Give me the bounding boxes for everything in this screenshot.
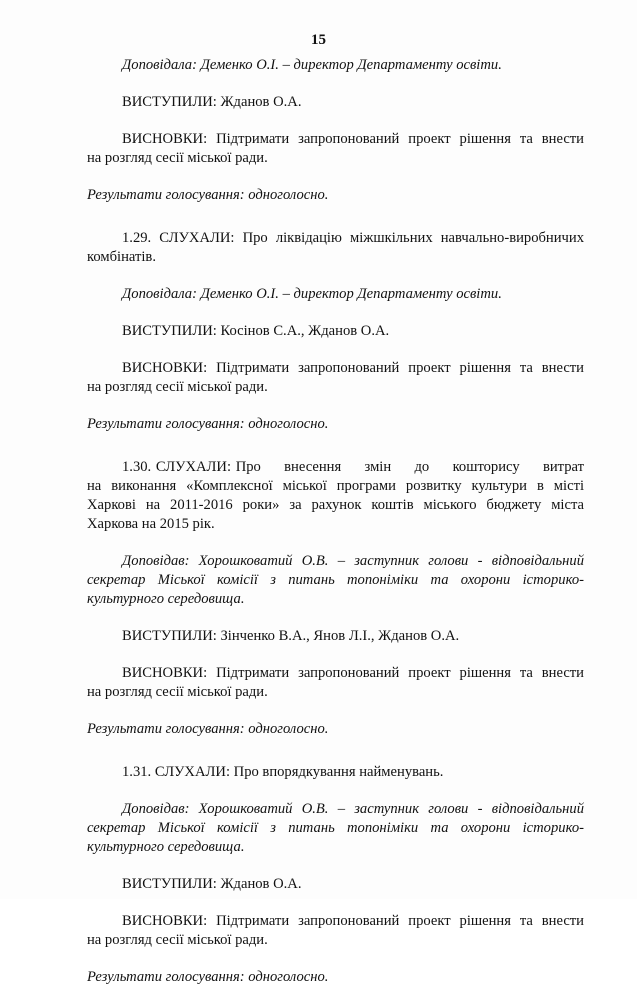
reporter-line: секретар Міської комісії з питань топоніміки та охорони історико- bbox=[87, 820, 584, 836]
speakers-line: ВИСТУПИЛИ: Косінов С.А., Жданов О.А. bbox=[122, 323, 390, 339]
agenda-item-1-30 bbox=[87, 458, 584, 739]
conclusion-line: на розгляд сесії міської ради. bbox=[87, 379, 268, 395]
conclusion-line: ВИСНОВКИ: Підтримати запропонований проект рішення та внести bbox=[122, 360, 584, 376]
reporter-line: культурного середовища. bbox=[87, 839, 245, 855]
heard-line: 1.29. СЛУХАЛИ: Про ліквідацію міжшкільних навчально-виробничих bbox=[122, 230, 584, 246]
conclusion-line: на розгляд сесії міської ради. bbox=[87, 684, 268, 700]
heard-line: Харкова на 2015 рік. bbox=[87, 516, 215, 532]
speakers-line: ВИСТУПИЛИ: Жданов О.А. bbox=[122, 876, 302, 892]
conclusion-line: на розгляд сесії міської ради. bbox=[87, 932, 268, 948]
conclusion-line: ВИСНОВКИ: Підтримати запропонований проект рішення та внести bbox=[122, 665, 584, 681]
page-content bbox=[87, 56, 584, 987]
reporter-line: культурного середовища. bbox=[87, 591, 245, 607]
agenda-item-1-29 bbox=[87, 229, 584, 434]
reporter-line: Доповідав: Хорошковатий О.В. – заступник голови - відповідальний bbox=[122, 801, 584, 817]
heard-line: 1.30. СЛУХАЛИ: Про внесення змін до кошторису витрат bbox=[122, 459, 584, 475]
voting-result: Результати голосування: одноголосно. bbox=[87, 416, 329, 432]
agenda-item-1-31 bbox=[87, 763, 584, 987]
voting-result: Результати голосування: одноголосно. bbox=[87, 969, 329, 985]
speakers-line: ВИСТУПИЛИ: Зінченко В.А., Янов Л.І., Жданов О.А. bbox=[122, 628, 460, 644]
conclusion-line: ВИСНОВКИ: Підтримати запропонований проект рішення та внести bbox=[122, 913, 584, 929]
heard-line: комбінатів. bbox=[87, 249, 156, 265]
heard-line: на виконання «Комплексної міської програми розвитку культури в місті bbox=[87, 478, 584, 494]
voting-result: Результати голосування: одноголосно. bbox=[87, 721, 329, 737]
reporter-line: Доповідала: Деменко О.І. – директор Департаменту освіти. bbox=[122, 286, 502, 302]
intro-reporter: Доповідала: Деменко О.І. – директор Департаменту освіти. bbox=[122, 57, 502, 73]
heard-line: Харкові на 2011-2016 роки» за рахунок коштів міського бюджету міста bbox=[87, 497, 584, 513]
intro-conclusion-line2: на розгляд сесії міської ради. bbox=[87, 150, 268, 166]
page-number: 15 bbox=[311, 32, 326, 48]
intro-result: Результати голосування: одноголосно. bbox=[87, 187, 329, 203]
reporter-line: секретар Міської комісії з питань топоніміки та охорони історико- bbox=[87, 572, 584, 588]
heard-line: 1.31. СЛУХАЛИ: Про впорядкування найменувань. bbox=[122, 764, 444, 780]
intro-speakers: ВИСТУПИЛИ: Жданов О.А. bbox=[122, 94, 302, 110]
reporter-line: Доповідав: Хорошковатий О.В. – заступник голови - відповідальний bbox=[122, 553, 584, 569]
intro-conclusion-line1: ВИСНОВКИ: Підтримати запропонований проект рішення та внести bbox=[122, 131, 584, 147]
